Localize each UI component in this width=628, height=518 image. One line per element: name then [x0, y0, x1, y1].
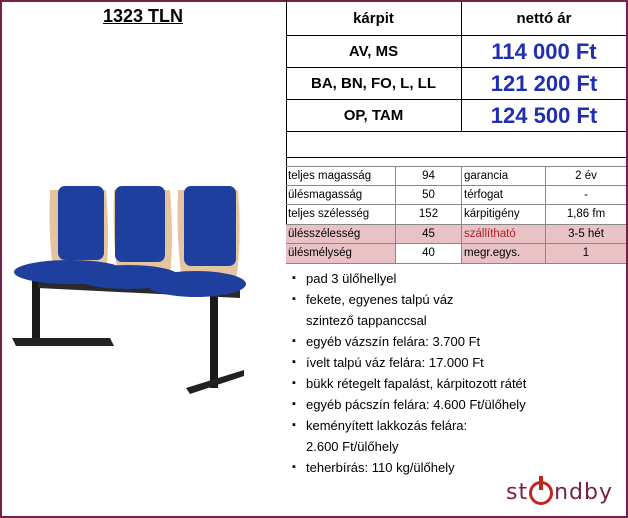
feature-item: ▪ pad 3 ülőhellyel: [292, 268, 526, 289]
spec-value: 50: [396, 186, 462, 205]
price-row: [286, 100, 626, 132]
feature-item: ▪ bükk rétegelt fapalást, kárpitozott rátét: [292, 373, 526, 394]
feature-item: ▪ ívelt talpú váz felára: 17.000 Ft: [292, 352, 526, 373]
spec-label: garancia: [462, 167, 546, 185]
spec-value: 1: [546, 244, 626, 263]
blank-row: [286, 132, 626, 158]
spec-value: 152: [396, 205, 462, 224]
power-icon: [529, 481, 553, 505]
product-title: 1323 TLN: [102, 6, 184, 26]
spec-row: [286, 244, 626, 264]
logo-text-right: ndby: [554, 480, 613, 505]
price-value: 124 500 Ft: [490, 102, 598, 128]
spec-label: megr.egys.: [462, 244, 546, 263]
feature-list: [292, 268, 526, 478]
feature-item-continuation: szintező tappanccsal: [306, 313, 427, 328]
spec-value: 2 év: [575, 169, 597, 182]
header-net-price: nettó ár: [516, 10, 572, 27]
spec-label: térfogat: [462, 186, 546, 205]
spec-row: [286, 166, 626, 186]
feature-item: ▪ egyéb vázszín felára: 3.700 Ft: [292, 331, 526, 352]
price-table: [286, 2, 626, 158]
standby-logo: [506, 480, 613, 505]
price-row: [286, 68, 626, 100]
spec-table: [286, 166, 626, 264]
spec-value: -: [584, 188, 588, 201]
feature-item: ▪ keményített lakkozás felára:: [292, 415, 526, 436]
price-value: 121 200 Ft: [490, 70, 598, 96]
feature-item: ▪ teherbírás: 110 kg/ülőhely: [292, 457, 526, 478]
feature-item-continuation: 2.600 Ft/ülőhely: [306, 439, 399, 454]
spec-value: 94: [396, 167, 462, 185]
spec-row: [286, 225, 626, 245]
header-fabric: kárpit: [286, 2, 462, 35]
spec-label: ülésszélesség: [286, 225, 396, 244]
fabric-code: OP, TAM: [286, 100, 462, 131]
spec-value: 1,86 fm: [566, 208, 606, 221]
price-row: [286, 36, 626, 68]
spec-label: teljes magasság: [286, 167, 396, 185]
feature-item: ▪ fekete, egyenes talpú váz: [292, 289, 526, 310]
spec-label: ülésmélység: [286, 244, 396, 263]
price-value: 114 000 Ft: [491, 38, 597, 64]
feature-item: ▪ egyéb pácszín felára: 4.600 Ft/ülőhely: [292, 394, 526, 415]
spec-label: teljes szélesség: [286, 205, 396, 224]
spec-value: 40: [396, 244, 462, 263]
spec-label: ülésmagasság: [286, 186, 396, 205]
price-table-header: [286, 2, 626, 36]
logo-text-left: st: [506, 480, 529, 505]
fabric-code: AV, MS: [286, 36, 462, 67]
fabric-code: BA, BN, FO, L, LL: [286, 68, 462, 99]
spec-label: szállítható: [462, 225, 546, 244]
spec-label: kárpitigény: [462, 205, 546, 224]
spec-row: [286, 186, 626, 206]
product-image: [10, 180, 250, 400]
spec-value: 45: [396, 225, 462, 244]
spec-row: [286, 205, 626, 225]
spec-value: 3-5 hét: [546, 225, 626, 244]
